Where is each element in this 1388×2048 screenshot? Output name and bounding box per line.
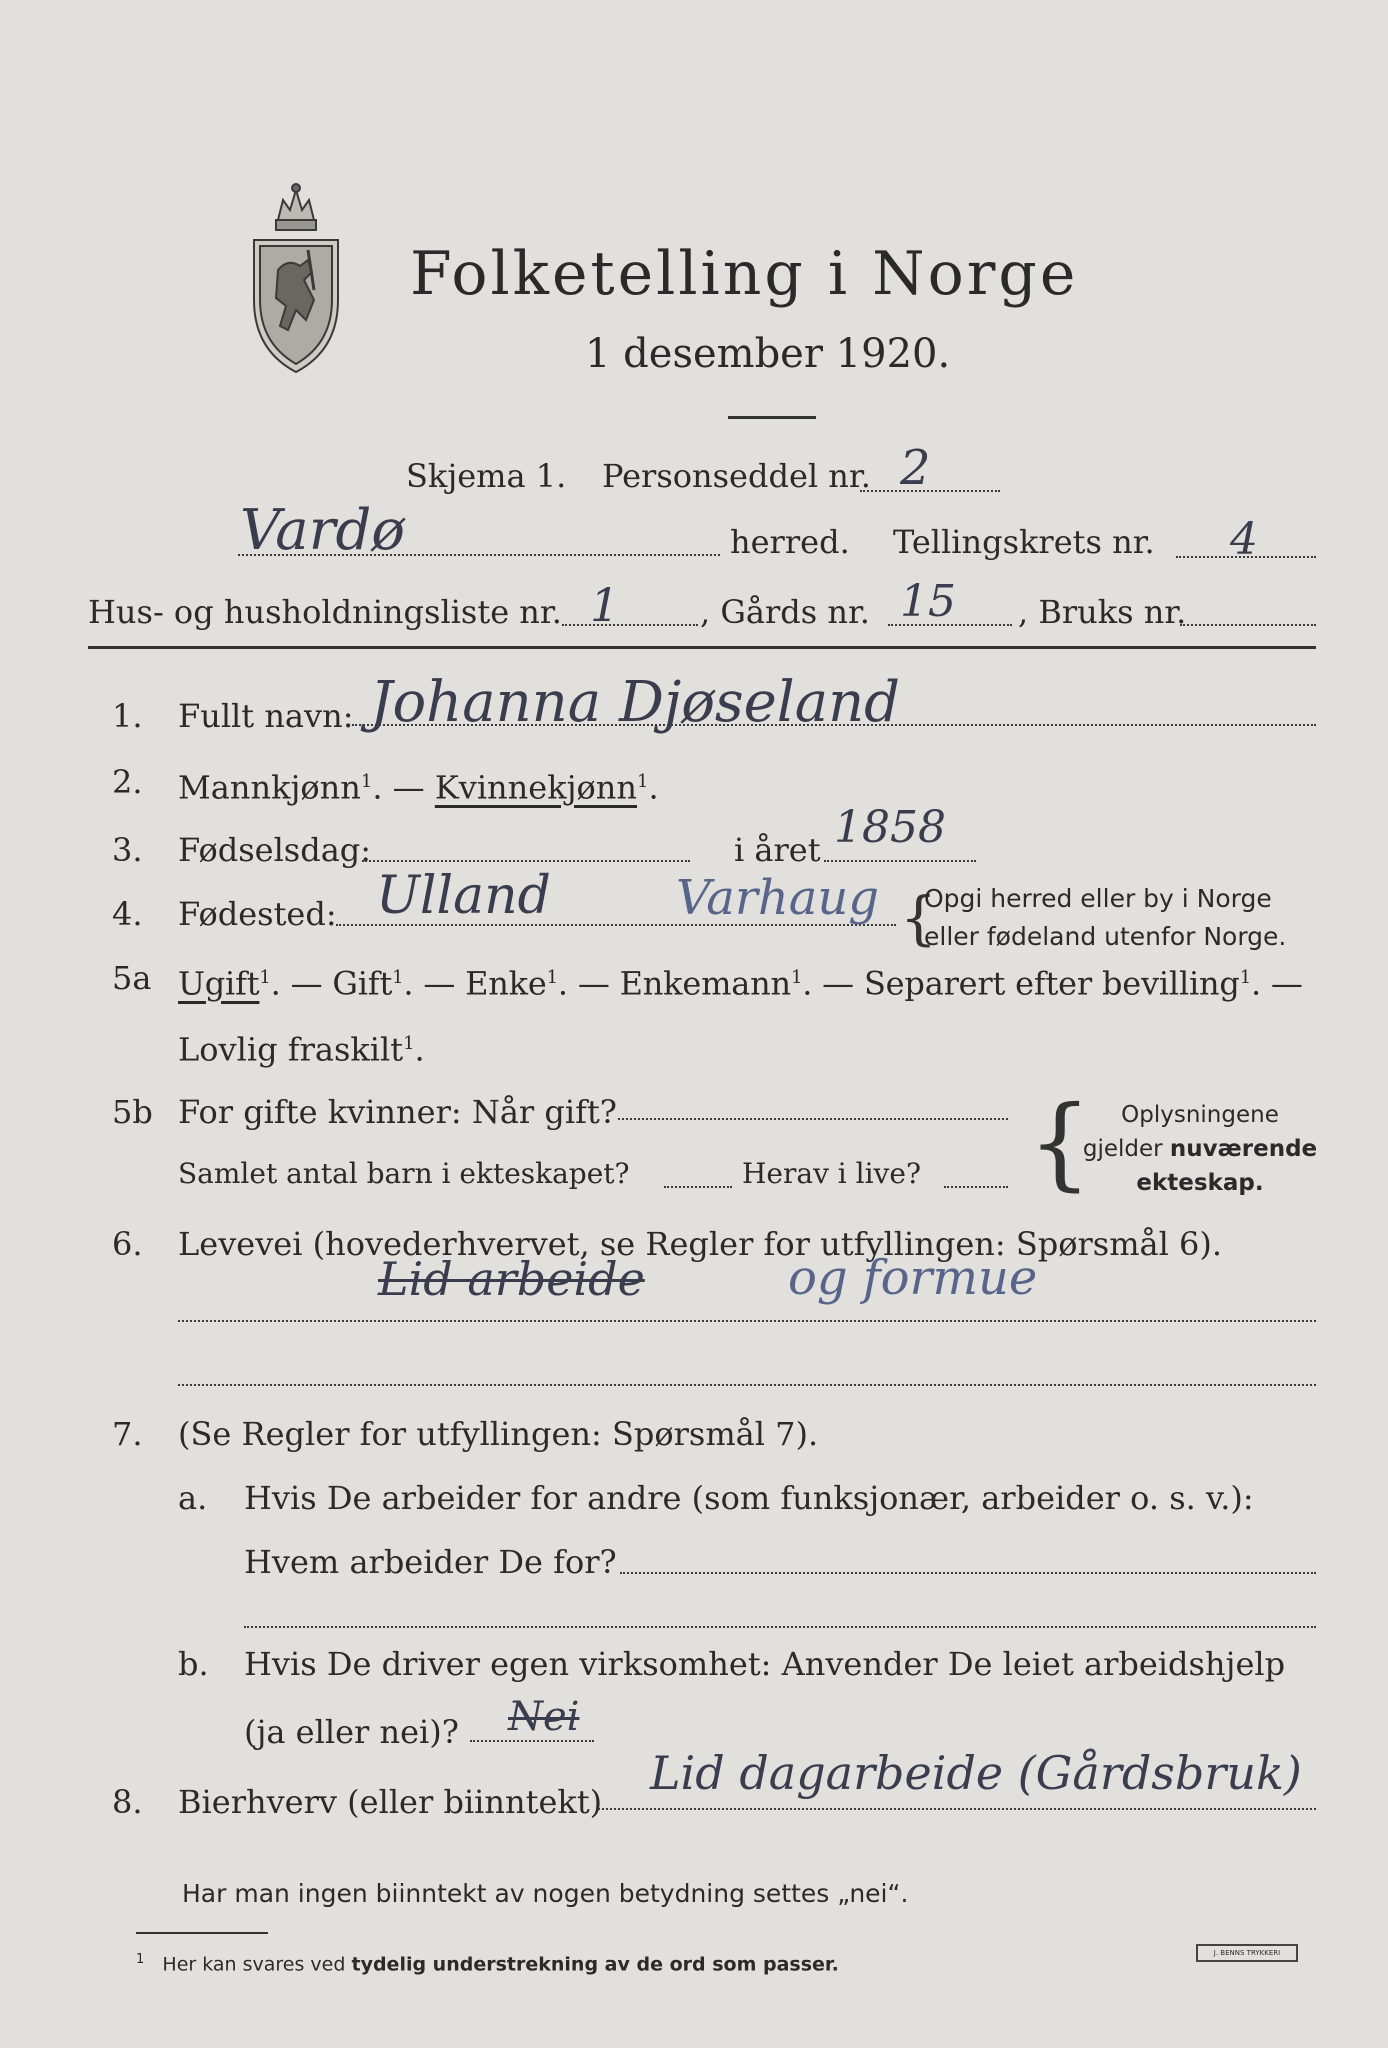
- q8-line: [598, 1808, 1316, 1810]
- q6-line-1: [178, 1320, 1316, 1322]
- q1-value: Johanna Djøseland: [370, 670, 901, 735]
- q4-value-2: Varhaug: [676, 870, 879, 926]
- q2-mann[interactable]: Mannkjønn: [178, 768, 361, 807]
- q4-value: Ulland: [376, 866, 551, 926]
- q5b-number: 5b: [112, 1093, 153, 1131]
- q7a-line-2: [244, 1626, 1316, 1628]
- bruks-line: [1180, 624, 1316, 626]
- tellingskrets-value: 4: [1230, 514, 1258, 565]
- q5b-note-gjelder: gjelder: [1082, 1136, 1170, 1162]
- q8-label: Bierhverv (eller biinntekt): [178, 1783, 603, 1821]
- q5b-children-line: [664, 1186, 732, 1188]
- q5b-alive-line: [944, 1186, 1008, 1188]
- q4-label: Fødested:: [178, 895, 337, 933]
- q5b-note: [1080, 1098, 1320, 1200]
- q3-date-line: [362, 860, 690, 862]
- form-title: Folketelling i Norge: [410, 239, 1079, 309]
- footer-note: Har man ingen biinntekt av nogen betydning settes „nei“.: [182, 1879, 909, 1908]
- q4-brace: {: [900, 884, 937, 952]
- gards-label: , Gårds nr.: [700, 593, 870, 631]
- herred-line: [238, 554, 720, 556]
- q6-label: Levevei (hovederhvervet, se Regler for utfyllingen: Spørsmål 6).: [178, 1225, 1223, 1263]
- q2-end: .: [648, 768, 659, 807]
- q7a-letter: a.: [178, 1479, 208, 1517]
- q2-kvinne[interactable]: Kvinnekjønn: [434, 768, 637, 807]
- q5b-note-line2: [1080, 1132, 1320, 1166]
- herred-label: herred.: [730, 523, 850, 561]
- q6-value-struck: Lid arbeide: [378, 1252, 645, 1306]
- q7b-question: (ja eller nei)?: [244, 1713, 459, 1751]
- q5a-gift[interactable]: Gift: [332, 964, 393, 1003]
- footnote-number: 1: [136, 1952, 145, 1967]
- norway-coat-of-arms-icon: [248, 180, 344, 376]
- header-rule: [88, 646, 1316, 649]
- q7b-letter: b.: [178, 1645, 209, 1683]
- q5a-separert[interactable]: Separert efter bevilling: [863, 964, 1240, 1003]
- husliste-label: Hus- og husholdningsliste nr.: [88, 593, 562, 631]
- q4-note: [924, 880, 1286, 956]
- q5a-sep-1: . —: [270, 964, 323, 1003]
- title-divider: [728, 416, 816, 419]
- q8-number: 8.: [112, 1783, 143, 1821]
- q8-value: Lid dagarbeide (Gårdsbruk): [650, 1746, 1302, 1800]
- q4-number: 4.: [112, 895, 143, 933]
- husliste-value: 1: [590, 578, 620, 632]
- q5a-enke-sup: 1: [546, 967, 558, 988]
- q5b-line1: For gifte kvinner: Når gift?: [178, 1093, 617, 1131]
- q1-label: Fullt navn:: [178, 697, 354, 735]
- q3-number: 3.: [112, 831, 143, 869]
- footnote-text-b: tydelig understrekning av de ord som passer.: [351, 1953, 839, 1976]
- gards-value: 15: [900, 576, 956, 627]
- q5a-ugift[interactable]: Ugift: [178, 964, 260, 1003]
- q5a-fraskilt[interactable]: Lovlig fraskilt: [178, 1030, 404, 1069]
- q5b-brace: {: [1028, 1084, 1092, 1201]
- q7a-line-1: [620, 1572, 1316, 1574]
- footnote-rule: [136, 1932, 268, 1934]
- q2-options: [178, 762, 659, 808]
- q5a-sep-3: . —: [557, 964, 610, 1003]
- q5a-fraskilt-end: .: [414, 1030, 425, 1069]
- tellingskrets-label: Tellingskrets nr.: [893, 523, 1155, 561]
- q2-mann-sup: 1: [360, 771, 373, 792]
- q2-number: 2.: [112, 763, 143, 801]
- q5a-options: [178, 958, 1303, 1004]
- q5b-note-line1: Oplysningene: [1121, 1102, 1279, 1128]
- q7b-line: [470, 1740, 594, 1742]
- q6-line-2: [178, 1384, 1316, 1386]
- herred-value: Vardø: [240, 498, 406, 563]
- q7-label: (Se Regler for utfyllingen: Spørsmål 7).: [178, 1415, 819, 1453]
- q5a-end: . —: [1250, 964, 1303, 1003]
- q7-number: 7.: [112, 1415, 143, 1453]
- q5a-enke[interactable]: Enke: [465, 964, 547, 1003]
- bruks-label: , Bruks nr.: [1018, 593, 1187, 631]
- q6-value: og formue: [788, 1250, 1038, 1306]
- q2-dash: . —: [372, 768, 425, 807]
- q5a-sep-2: . —: [403, 964, 456, 1003]
- q5b-married-line: [618, 1118, 1008, 1120]
- q5b-note-line3: ekteskap.: [1136, 1170, 1264, 1196]
- q5a-ugift-sup: 1: [259, 967, 271, 988]
- printer-stamp: J. BENNS TRYKKERI: [1196, 1944, 1298, 1962]
- q5a-separert-sup: 1: [1239, 967, 1251, 988]
- q2-kvinne-sup: 1: [637, 771, 649, 792]
- personseddel-value: 2: [900, 440, 931, 496]
- q7a-text: Hvis De arbeider for andre (som funksjonær, arbeider o. s. v.):: [244, 1479, 1254, 1517]
- q7a-question: Hvem arbeider De for?: [244, 1543, 617, 1581]
- q4-note-line1: Opgi herred eller by i Norge: [924, 884, 1272, 913]
- q3-year-line: [824, 860, 976, 862]
- q5a-number: 5a: [112, 959, 152, 997]
- q5a-fraskilt-line: [178, 1024, 425, 1070]
- husliste-line: [562, 624, 698, 626]
- q5b-line2a: Samlet antal barn i ekteskapet?: [178, 1157, 630, 1190]
- q4-note-line2: eller fødeland utenfor Norge.: [924, 922, 1287, 951]
- q7b-value: Nei: [508, 1694, 580, 1740]
- q5a-enkemann-sup: 1: [790, 967, 803, 988]
- personseddel-label: Personseddel nr.: [602, 457, 871, 495]
- q3-label: Fødselsdag:: [178, 831, 372, 869]
- census-date: 1 desember 1920.: [585, 331, 951, 377]
- q5b-note-nuvaerende: nuværende: [1169, 1136, 1318, 1162]
- footnote-text-a: Her kan svares ved: [162, 1953, 352, 1976]
- q3-year-value: 1858: [834, 802, 946, 853]
- q1-number: 1.: [112, 697, 143, 735]
- schema-label: Skjema 1.: [406, 457, 567, 495]
- q7b-text: Hvis De driver egen virksomhet: Anvender De leiet arbeidshjelp: [244, 1645, 1286, 1683]
- q3-year-label: i året: [734, 831, 821, 869]
- footnote: [136, 1946, 839, 1978]
- q5a-sep-4: . —: [802, 964, 854, 1003]
- q5a-enkemann[interactable]: Enkemann: [619, 964, 791, 1003]
- q5a-fraskilt-sup: 1: [403, 1033, 415, 1054]
- q5b-line2b: Herav i live?: [742, 1157, 921, 1190]
- q5a-gift-sup: 1: [392, 967, 404, 988]
- q6-number: 6.: [112, 1225, 143, 1263]
